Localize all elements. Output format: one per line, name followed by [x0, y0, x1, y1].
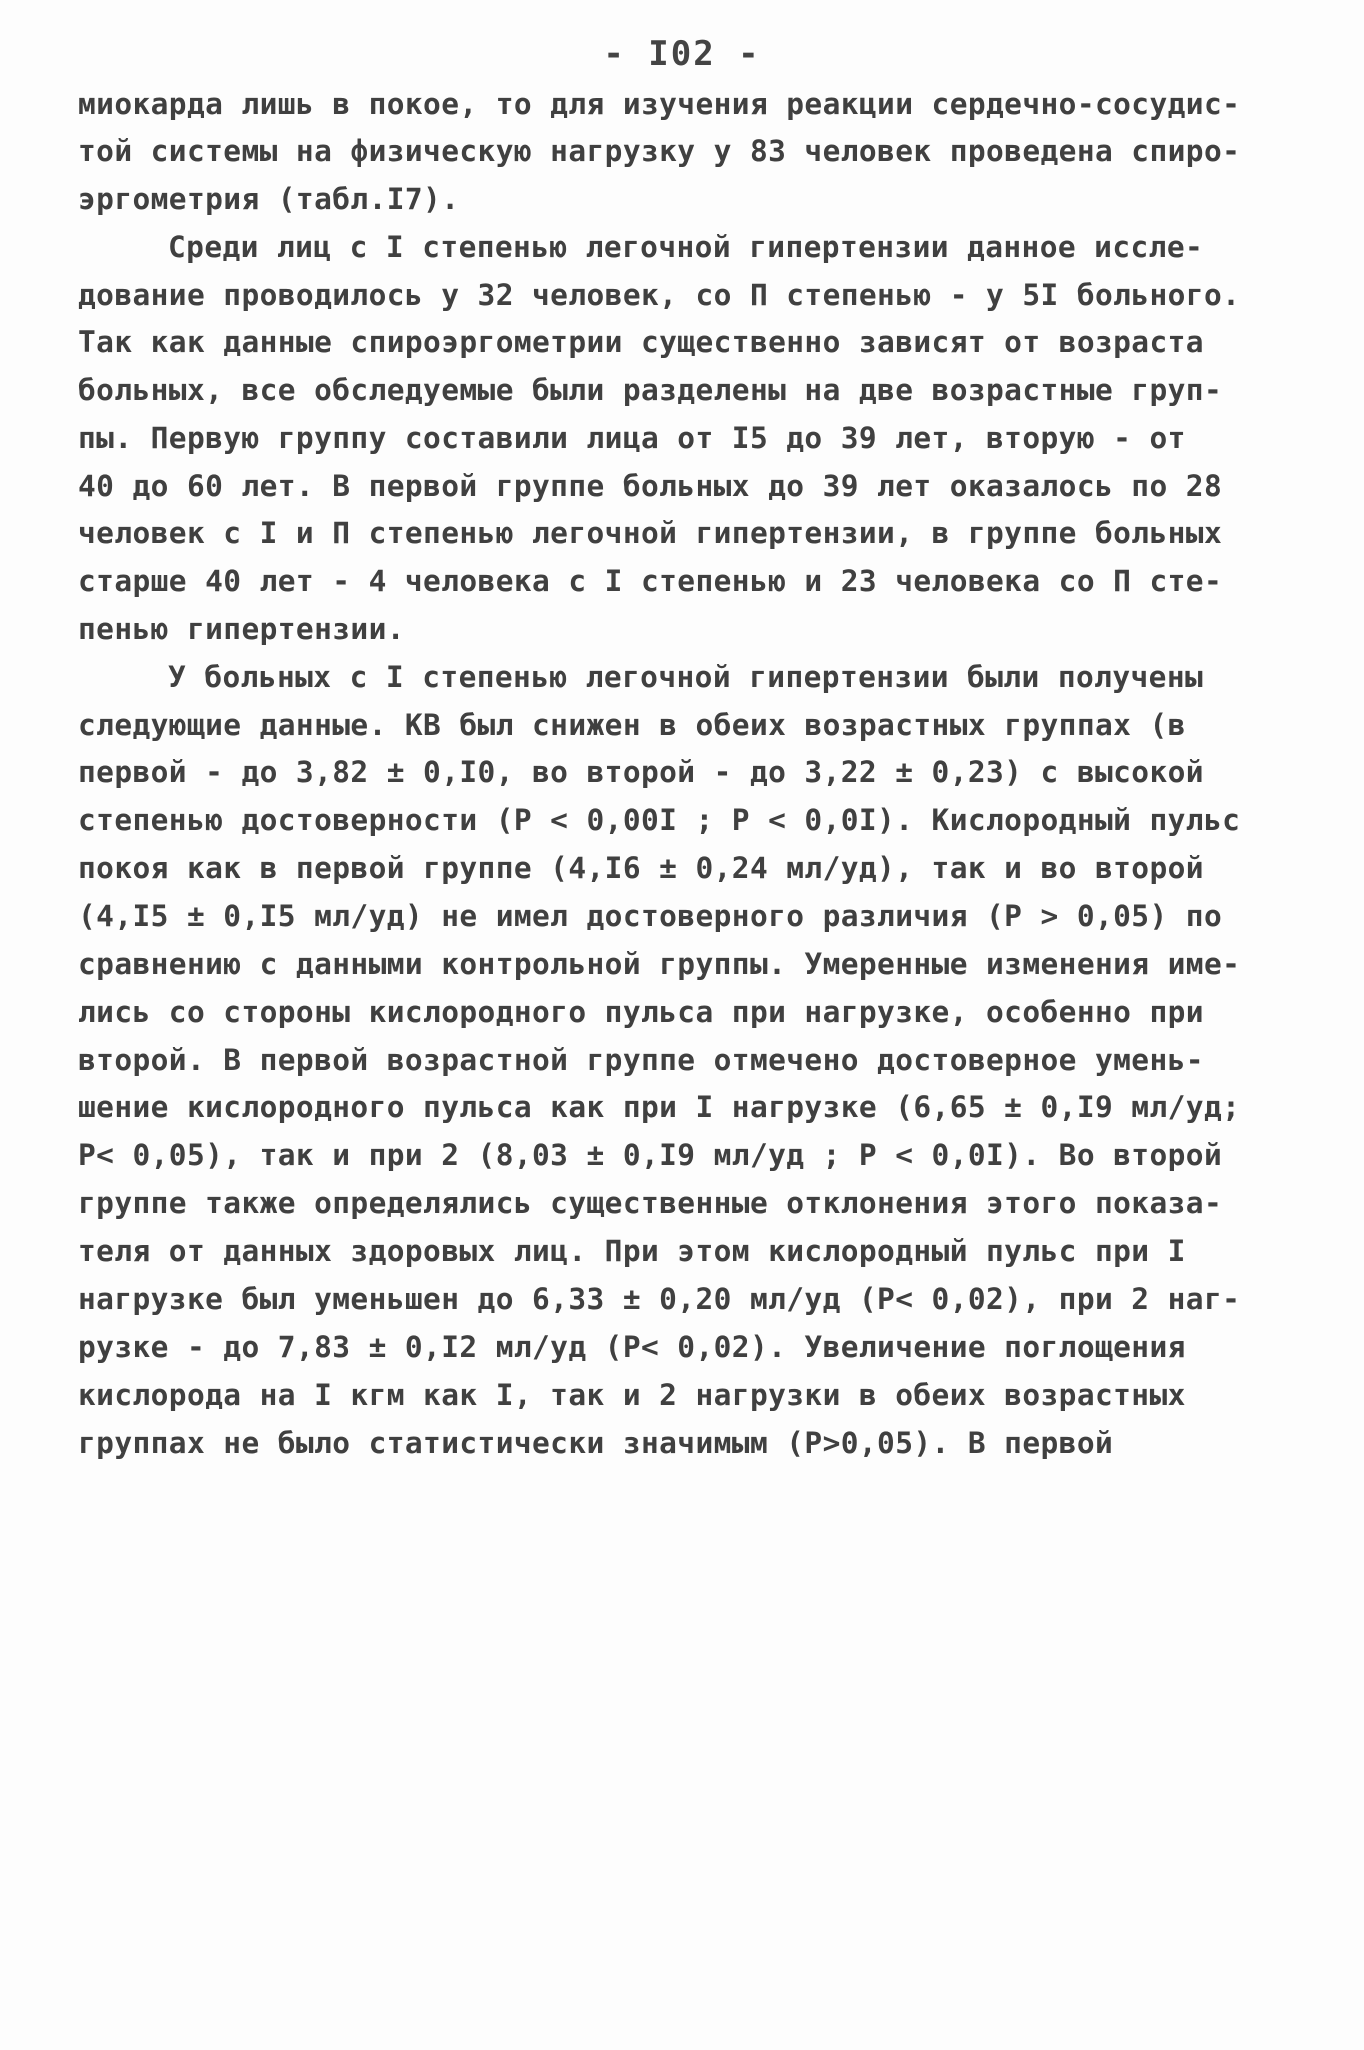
text-line: группах не было статистически значимым (Р>0,05). В первой [78, 1426, 1114, 1460]
page-number: - I02 - [603, 34, 761, 74]
text-line: У больных с I степенью легочной гипертензии были получены [168, 660, 1204, 694]
text-line: нагрузке был уменьшен до 6,33 ± 0,20 мл/уд (Р< 0,02), при 2 наг- [78, 1282, 1241, 1316]
text-line: следующие данные. КВ был снижен в обеих возрастных группах (в [78, 708, 1186, 742]
text-line: второй. В первой возрастной группе отмечено достоверное умень- [78, 1043, 1204, 1077]
text-line: первой - до 3,82 ± 0,I0, во второй - до 3,22 ± 0,23) с высокой [78, 755, 1204, 789]
text-line: той системы на физическую нагрузку у 83 человек проведена спиро- [78, 134, 1241, 168]
text-line: лись со стороны кислородного пульса при нагрузке, особенно при [78, 995, 1204, 1029]
text-line: старше 40 лет - 4 человека с I степенью и 23 человека со П сте- [78, 564, 1223, 598]
text-line: пы. Первую группу составили лица от I5 до 39 лет, вторую - от [78, 421, 1186, 455]
text-line: миокарда лишь в покое, то для изучения реакции сердечно-сосудис- [78, 87, 1241, 121]
text-line: 40 до 60 лет. В первой группе больных до 39 лет оказалось по 28 [78, 469, 1223, 503]
text-line: Так как данные спироэргометрии существенно зависят от возраста [78, 325, 1204, 359]
text-line: эргометрия (табл.I7). [78, 182, 460, 216]
text-line: теля от данных здоровых лиц. При этом кислородный пульс при I [78, 1234, 1186, 1268]
text-line: шение кислородного пульса как при I нагрузке (6,65 ± 0,I9 мл/уд; [78, 1090, 1241, 1124]
text-line: дование проводилось у 32 человек, со П степенью - у 5I больного. [78, 278, 1241, 312]
text-line: пенью гипертензии. [78, 612, 405, 646]
text-line: рузке - до 7,83 ± 0,I2 мл/уд (Р< 0,02). Увеличение поглощения [78, 1330, 1186, 1364]
text-line: покоя как в первой группе (4,I6 ± 0,24 мл/уд), так и во второй [78, 851, 1204, 885]
text-line: (4,I5 ± 0,I5 мл/уд) не имел достоверного различия (Р > 0,05) по [78, 899, 1223, 933]
text-line: степенью достоверности (Р < 0,00I ; Р < 0,0I). Кислородный пульс [78, 803, 1241, 837]
text-line: больных, все обследуемые были разделены на две возрастные груп- [78, 373, 1223, 407]
text-line: Р< 0,05), так и при 2 (8,03 ± 0,I9 мл/уд ; Р < 0,0I). Во второй [78, 1138, 1223, 1172]
text-line: группе также определялись существенные отклонения этого показа- [78, 1186, 1223, 1220]
text-line: Среди лиц с I степенью легочной гипертензии данное иссле- [168, 230, 1204, 264]
text-line: кислорода на I кгм как I, так и 2 нагрузки в обеих возрастных [78, 1378, 1186, 1412]
text-line: человек с I и П степенью легочной гипертензии, в группе больных [78, 516, 1223, 550]
text-line: сравнению с данными контрольной группы. Умеренные изменения име- [78, 947, 1241, 981]
